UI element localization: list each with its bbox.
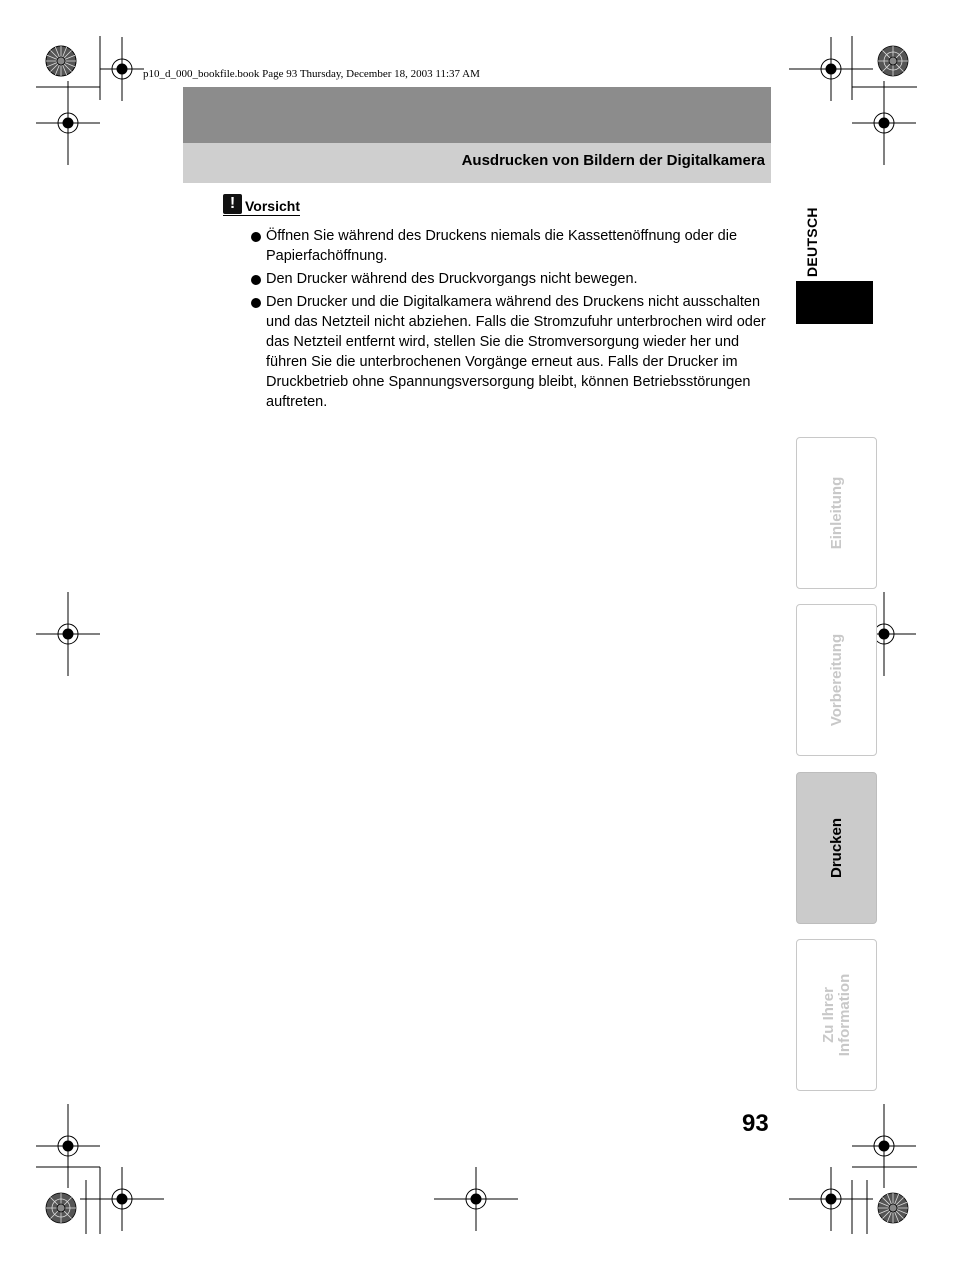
caution-list <box>251 226 771 415</box>
tab-label: Drucken <box>827 817 845 879</box>
caution-label: Vorsicht <box>245 198 300 214</box>
caution-heading <box>223 194 300 216</box>
tab-drucken[interactable] <box>796 772 877 924</box>
header-band <box>183 87 771 143</box>
registration-marks <box>36 37 916 1231</box>
tab-label: Einleitung <box>827 476 845 550</box>
section-title-band <box>183 143 771 183</box>
tab-label: Zu Ihrer Information <box>819 973 853 1057</box>
list-item-text: Den Drucker und die Digitalkamera während des Druckens nicht ausschalten und das Netzteil nicht abziehen. Falls die Stromzufuhr unterbrochen wird oder das Netzteil entfernt wird, stellen Sie die Stromversorgung wieder her und führen Sie die unterbrochenen Vorgänge erneut aus. Falls der Drucker im Druckbetrieb ohne Spannungsversorgung bleibt, können Betriebsstörungen auftreten. <box>266 294 766 410</box>
bullet-icon <box>251 275 261 285</box>
tab-vorbereitung[interactable] <box>796 604 877 756</box>
list-item-text: Den Drucker während des Druckvorgangs nicht bewegen. <box>266 271 638 287</box>
page-number: 93 <box>742 1110 769 1137</box>
list-item <box>251 292 771 412</box>
file-header: p10_d_000_bookfile.book Page 93 Thursday, December 18, 2003 11:37 AM <box>143 68 480 80</box>
tab-label: Vorbereitung <box>827 633 845 727</box>
exclamation-icon: ! <box>223 194 242 214</box>
tab-zu-ihrer-information[interactable] <box>796 939 877 1091</box>
bullet-icon <box>251 232 261 242</box>
section-title: Ausdrucken von Bildern der Digitalkamera <box>461 152 765 169</box>
list-item <box>251 226 771 266</box>
bullet-icon <box>251 298 261 308</box>
tab-einleitung[interactable] <box>796 437 877 589</box>
language-label: DEUTSCH <box>804 207 820 277</box>
list-item <box>251 269 771 289</box>
list-item-text: Öffnen Sie während des Druckens niemals die Kassettenöffnung oder die Papierfachöffnung. <box>266 228 738 264</box>
star-targets <box>46 46 908 1223</box>
language-marker <box>796 281 873 324</box>
